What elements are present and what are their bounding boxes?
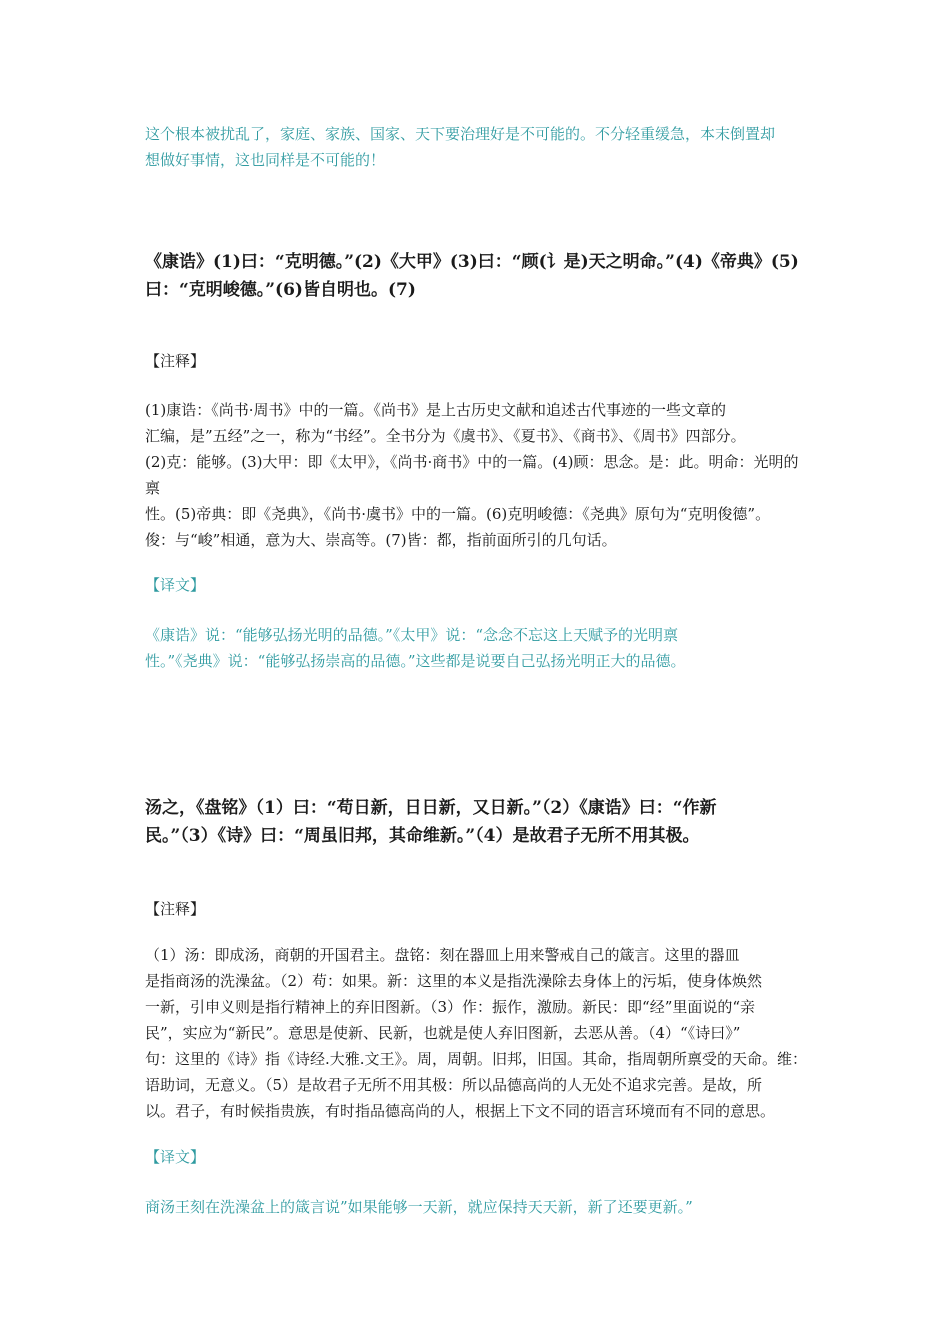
section2-original-text: 汤之，《盘铭》（1）曰：“苟日新，日日新，又日新。”（2）《康诰》曰：“作新 民。”（3）《诗》曰：“周虽旧邦，其命维新。”（4）是故君子无所不用其极。 [145,798,717,846]
section1-translation-text: 《康诰》说：“能够弘扬光明的品德。”《太甲》说：“念念不忘这上天赋予的光明禀 性。”《尧典》说：“能够弘扬崇高的品德。”这些都是说要自己弘扬光明正大的品德。 [145,626,686,670]
section1-notes-text: (1)康诰：《尚书·周书》中的一篇。《尚书》是上古历史文献和追述古代事迹的一些文章的 汇编，是”五经”之一，称为“书经”。全书分为《虞书》、《夏书》、《商书》、《周书》四部分。 (2)克：能够。(3)大甲：即《太甲》，《尚书·商书》中的一篇。(4)顾：思念。是：此。明命：光明的禀 性。(5)帝典：即《尧典》，《尚书·虞书》中的一篇。(6)克明峻德：《尧典》原句为“克明俊德”。 俊：与“峻”相通，意为大、崇高等。(7)皆：都，指前面所引的几句话。 [145,401,799,549]
section2-translation-text: 商汤王刻在洗澡盆上的箴言说”如果能够一天新，就应保持天天新，新了还要更新。” [145,1198,693,1216]
section1-original-text: 《康诰》(1)曰：“克明德。”(2)《大甲》(3)曰：“顾(讠是)天之明命。”(4)《帝典》(5) 曰：“克明峻德。”(6)皆自明也。(7) [145,252,799,300]
section2-translation-label: 【译文】 [145,1148,206,1166]
intro-paragraph: 这个根本被扰乱了，家庭、家族、国家、天下要治理好是不可能的。不分轻重缓急，本末倒置却 想做好事情，这也同样是不可能的！ [145,125,776,169]
section1-translation-label: 【译文】 [145,576,206,594]
section2-notes-text: （1）汤：即成汤，商朝的开国君主。盘铭：刻在器皿上用来警戒自己的箴言。这里的器皿 是指商汤的洗澡盆。（2）苟：如果。新：这里的本义是指洗澡除去身体上的污垢，使身体焕然 一新，引申义则是指行精神上的弃旧图新。（3）作：振作，激励。新民：即“经”里面说的“亲 民”，实应为“新民”。意思是使新、民新，也就是使人弃旧图新，去恶从善。（4）“《诗曰》” 句：这里的《诗》指《诗经.大雅.文王》。周，周朝。旧邦，旧国。其命，指周朝所禀受的天命。维： 语助词，无意义。（5）是故君子无所不用其极：所以品德高尚的人无处不追求完善。是故，所 以。君子，有时候指贵族，有时指品德高尚的人，根据上下文不同的语言环境而有不同的意思。 [145,946,808,1120]
section2-notes-label: 【注释】 [145,900,206,918]
section1-notes-label: 【注释】 [145,352,206,370]
